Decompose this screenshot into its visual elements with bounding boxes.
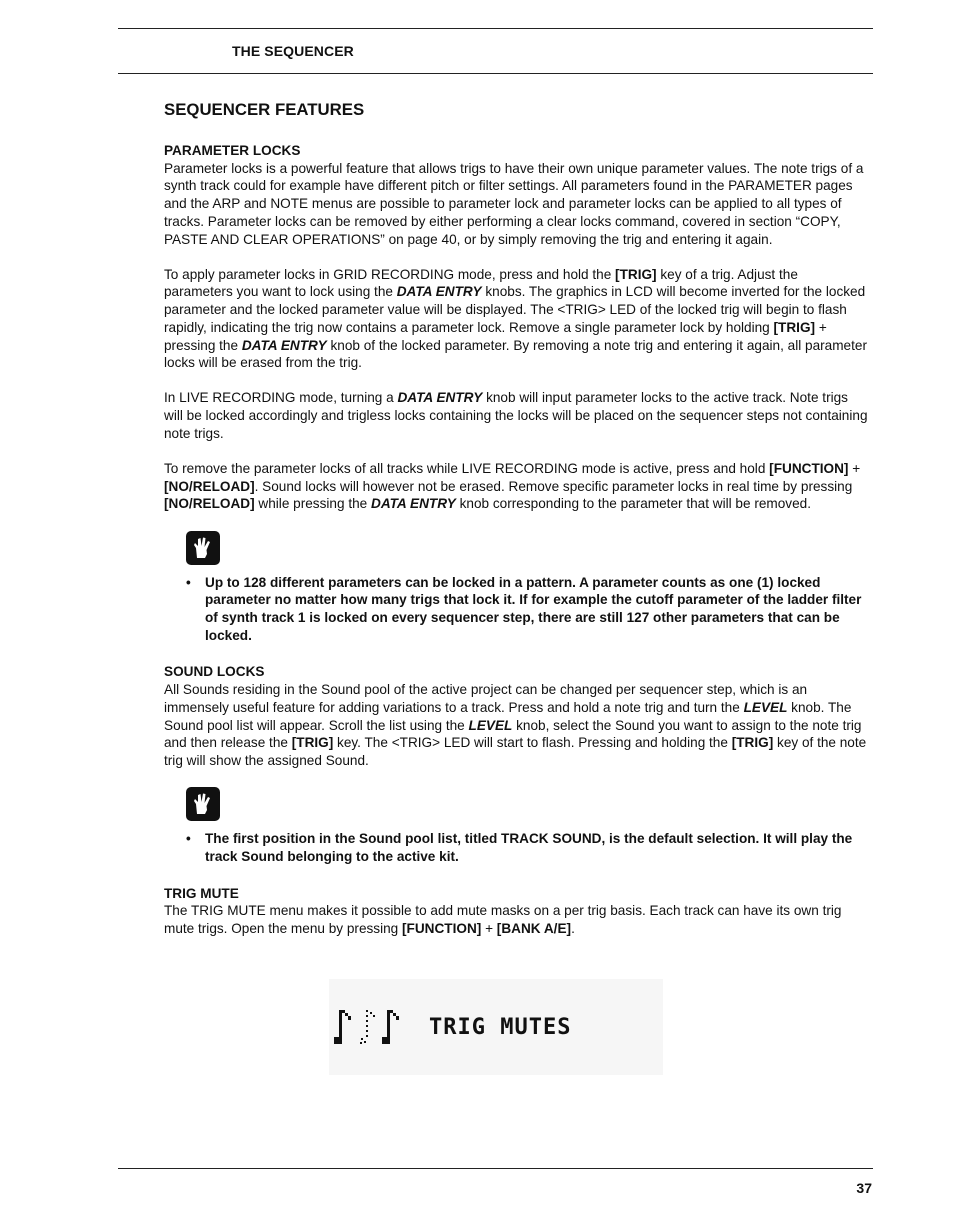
- hand-icon: [186, 531, 220, 565]
- section-title: SEQUENCER FEATURES: [164, 100, 365, 119]
- trig-mute-paragraph-1: The TRIG MUTE menu makes it possible to add mute masks on a per trig basis. Each track can have its own trig mute trigs. Open the menu by pressing [FUNCTION] + [BANK A/E].: [164, 903, 842, 936]
- sound-locks-note: [186, 787, 870, 865]
- parameter-locks-paragraph-3: In LIVE RECORDING mode, turning a DATA ENTRY knob will input parameter locks to the active track. Note trigs will be locked accordingly and trigless locks containing the locks will be placed on the sequencer steps not containing note trigs.: [164, 390, 868, 441]
- lcd-screen-trig-mutes: [329, 979, 663, 1075]
- lcd-title: TRIG MUTES: [429, 1014, 572, 1040]
- sound-locks-note-item: • The first position in the Sound pool list, titled TRACK SOUND, is the default selection. It will play the track Sound belonging to the active kit.: [186, 830, 870, 865]
- parameter-locks-paragraph-4: To remove the parameter locks of all tracks while LIVE RECORDING mode is active, press and hold [FUNCTION] + [NO/RELOAD]. Sound locks will however not be erased. Remove specific parameter locks in real time by pressing [NO/RELOAD] while pressing the DATA ENTRY knob corresponding to the parameter that will be removed.: [164, 461, 861, 512]
- parameter-locks-paragraph-2: To apply parameter locks in GRID RECORDING mode, press and hold the [TRIG] key of a trig. Adjust the parameters you want to lock using the DATA ENTRY knobs. The graphics in LCD will become inverted for the locked parameter and the locked parameter value will be displayed. The <TRIG> LED of the locked trig will begin to flash rapidly, indicating the trig now contains a parameter lock. Remove a single parameter lock by holding [TRIG] + pressing the DATA ENTRY knob of the locked parameter. By removing a note trig and entering it again, all parameter locks will be erased from the trig.: [164, 266, 867, 371]
- running-head: THE SEQUENCER: [232, 43, 354, 59]
- parameter-locks-note-item: • Up to 128 different parameters can be locked in a pattern. A parameter counts as one (1) locked parameter no matter how many trigs that lock it. If for example the cutoff parameter of the ladder filter of synth track 1 is locked on every sequencer step, there are still 127 other parameters that can be locked.: [186, 574, 870, 645]
- page-content: [164, 98, 870, 955]
- parameter-locks-note: [186, 531, 870, 645]
- trig-mute-notes-icon: [333, 1004, 401, 1050]
- header-rule-top: [118, 28, 873, 29]
- footer-rule: [118, 1168, 873, 1169]
- parameter-locks-paragraph-1: Parameter locks is a powerful feature that allows trigs to have their own unique parameter values. The note trigs of a synth track could for example have different pitch or filter settings. All parameters found in the PARAMETER pages and the ARP and NOTE menus are possible to parameter lock and parameter locks can be applied to all types of tracks. Parameter locks can be removed by either performing a clear locks command, covered in section “COPY, PASTE AND CLEAR OPERATIONS” on page 40, or by simply removing the trig and entering it again.: [164, 160, 864, 247]
- hand-icon: [186, 787, 220, 821]
- trig-mute-heading: TRIG MUTE: [164, 885, 239, 901]
- page-number: 37: [856, 1180, 872, 1196]
- sound-locks-heading: SOUND LOCKS: [164, 664, 265, 680]
- header-rule-bottom: [118, 73, 873, 74]
- sound-locks-paragraph-1: All Sounds residing in the Sound pool of the active project can be changed per sequencer step, which is an immensely useful feature for adding variations to a track. Press and hold a note trig and turn the LEVEL knob. The Sound pool list will appear. Scroll the list using the LEVEL knob, select the Sound you want to assign to the note trig and then release the [TRIG] key. The <TRIG> LED will start to flash. Pressing and holding the [TRIG] key of the note trig will show the assigned Sound.: [164, 682, 867, 768]
- parameter-locks-heading: PARAMETER LOCKS: [164, 143, 301, 158]
